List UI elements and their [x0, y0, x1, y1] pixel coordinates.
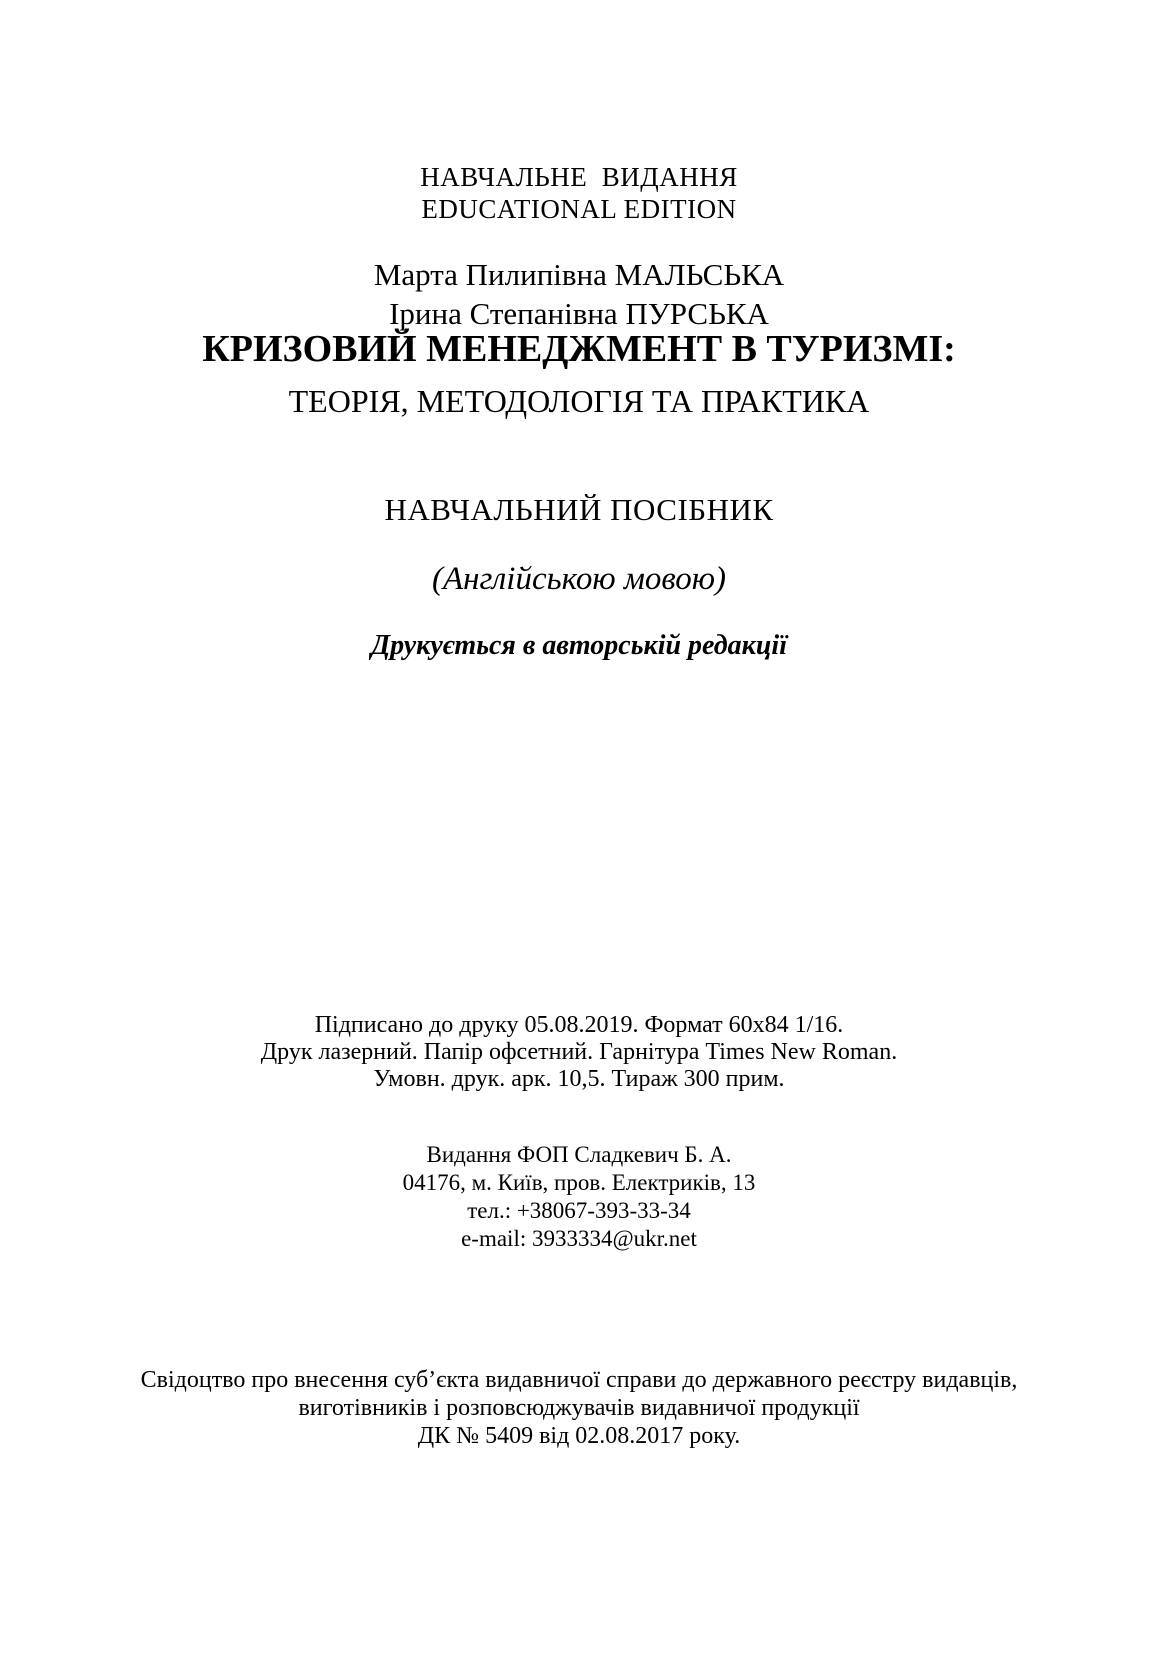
series-header-english: EDUCATIONAL EDITION	[421, 194, 737, 224]
book-subtitle: ТЕОРІЯ, МЕТОДОЛОГІЯ ТА ПРАКТИКА	[288, 383, 870, 419]
edition-type: НАВЧАЛЬНИЙ ПОСІБНИК	[384, 492, 774, 527]
language-note: (Англійською мовою)	[431, 561, 727, 597]
publisher-email: e-mail: 3933334@ukr.net	[461, 1226, 697, 1251]
publisher-name: Видання ФОП Сладкевич Б. А.	[426, 1142, 732, 1167]
author-name-first: Марта Пилипівна МАЛЬСЬКА	[373, 257, 785, 292]
series-header	[0, 161, 1158, 225]
publisher-phone: тел.: +38067-393-33-34	[467, 1198, 691, 1223]
publisher-info	[0, 1141, 1158, 1253]
publisher-address: 04176, м. Київ, пров. Електриків, 13	[402, 1170, 756, 1195]
certificate-line-1: Свідоцтво про внесення суб’єкта видавничої справи до державного реєстру видавців,	[140, 1367, 1018, 1393]
certificate-line-2: виготівників і розповсюджувачів видавничої продукції	[298, 1395, 860, 1421]
authors	[0, 255, 1158, 333]
book-title: КРИЗОВИЙ МЕНЕДЖМЕНТ В ТУРИЗМІ:	[202, 328, 956, 370]
author-name-second: Ірина Степанівна ПУРСЬКА	[389, 296, 769, 331]
author-edition-note: Друкується в авторській редакції	[371, 630, 787, 661]
certificate-line-3: ДК № 5409 від 02.08.2017 року.	[417, 1423, 741, 1449]
series-header-ukrainian: НАВЧАЛЬНЕ ВИДАННЯ	[420, 162, 738, 192]
imprint-line-print-paper-typeface: Друк лазерний. Папір офсетний. Гарнітура Times New Roman.	[260, 1039, 898, 1065]
imprint-info	[0, 1012, 1158, 1093]
imprint-line-sheets-circulation: Умовн. друк. арк. 10,5. Тираж 300 прим.	[373, 1066, 785, 1092]
imprint-line-signed-format: Підписано до друку 05.08.2019. Формат 60х84 1/16.	[314, 1012, 844, 1038]
registry-certificate	[0, 1366, 1158, 1450]
